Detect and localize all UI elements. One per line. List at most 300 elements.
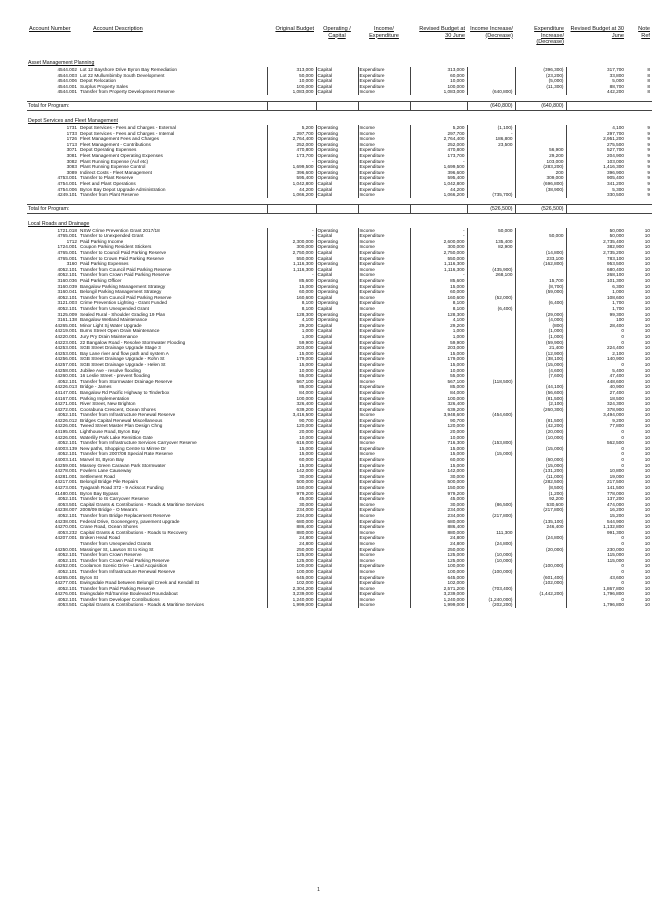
cell-account-description: Transfer from Developer Contributions xyxy=(80,596,160,602)
cell-revised-budget: 448,600 xyxy=(566,379,626,385)
cell-revised-budget: 2,735,400 xyxy=(566,239,626,245)
cell-revised-budget-30june: 1,000 xyxy=(410,328,467,334)
cell-original-budget: 125,000 xyxy=(267,552,316,558)
cell-operating-capital: Capital xyxy=(316,547,358,553)
cell-revised-budget: 141,500 xyxy=(566,485,626,491)
cell-expenditure-increase: (6,400) xyxy=(515,300,566,306)
cell-revised-budget-30june: 300,000 xyxy=(410,244,467,250)
cell-account-number: 4544.003 xyxy=(57,72,77,78)
cell-original-budget: 55,000 xyxy=(267,373,316,379)
cell-original-budget: 50,000 xyxy=(267,73,316,79)
cell-income-expenditure: Income xyxy=(358,558,410,564)
cell-revised-budget-30june: 60,000 xyxy=(410,289,467,295)
cell-account-description: Fleet Management Fees and Charges xyxy=(80,136,159,142)
total-empty-cell xyxy=(410,204,467,213)
cell-account-number: 4052.101 xyxy=(57,440,77,446)
cell-account-description: 16 Leslie Street - prevent flooding xyxy=(80,373,151,379)
cell-income-increase: (100,000) xyxy=(467,569,515,575)
section-title-row xyxy=(27,117,652,125)
cell-account-number: 44219.001 xyxy=(54,328,77,334)
cell-revised-budget-30june: 2,764,400 xyxy=(410,136,467,142)
cell-income-expenditure: Expenditure xyxy=(358,328,410,334)
cell-revised-budget: 0 xyxy=(566,535,626,541)
cell-note-ref: 9 xyxy=(647,158,650,164)
cell-revised-budget-30june: 396,600 xyxy=(410,170,467,176)
cell-expenditure-increase: (8,700) xyxy=(515,284,566,290)
cell-revised-budget: 27,400 xyxy=(566,390,626,396)
cell-account-description: Transfer from Stormwater Drainage Reserve xyxy=(80,378,173,384)
cell-account-description: Capital Grants & Contributions - Roads & Maritime Services xyxy=(80,501,205,507)
cell-account-description: Transfer from Council Paid Parking Reserve xyxy=(80,266,172,272)
cell-account-description: Bridges Capital Renewal Miscellaneous xyxy=(80,417,163,423)
cell-income-expenditure: Income xyxy=(358,89,410,95)
cell-original-budget: 5,200 xyxy=(267,125,316,131)
cell-income-increase: (52,000) xyxy=(467,295,515,301)
cell-account-description: Transfer from Infrastructure Renewal Reserve xyxy=(80,412,176,418)
cell-note-ref: 10 xyxy=(644,345,650,351)
cell-note-ref: 10 xyxy=(644,473,650,479)
cell-account-description: Bangalow Wetland Maintenance xyxy=(80,317,148,323)
table-row xyxy=(27,602,652,608)
cell-account-number: 44270.001 xyxy=(54,524,77,530)
cell-revised-budget-30june: 100,000 xyxy=(410,569,467,575)
cell-account-description: Fleet Management - Contributions xyxy=(80,141,151,147)
cell-expenditure-increase: 50,000 xyxy=(515,233,566,239)
cell-revised-budget-30june: 1,083,000 xyxy=(410,89,467,95)
cell-account-number: 3089 xyxy=(66,169,77,175)
cell-income-expenditure: Expenditure xyxy=(358,175,410,181)
cell-revised-budget-30june: 1,066,200 xyxy=(410,192,467,198)
cell-account-number: 4765.001 xyxy=(57,255,77,261)
cell-account-number: 4052.101 xyxy=(57,451,77,457)
cell-expenditure-increase: (38,900) xyxy=(515,187,566,193)
cell-account-number: 44281.001 xyxy=(54,473,77,479)
cell-operating-capital: Capital xyxy=(316,569,358,575)
cell-account-number: 4765.001 xyxy=(57,250,77,256)
cell-account-description: Transfer from 2007/08 Special Rate Reserve xyxy=(80,451,173,457)
cell-revised-budget-30june: 100,000 xyxy=(410,396,467,402)
budget-table xyxy=(27,26,652,608)
cell-account-description: Depot Relocation xyxy=(80,78,116,84)
cell-revised-budget: 40,900 xyxy=(566,384,626,390)
cell-note-ref: 9 xyxy=(647,147,650,153)
cell-operating-capital: Capital xyxy=(316,496,358,502)
cell-operating-capital: Operating xyxy=(316,125,358,131)
cell-income-expenditure: Expenditure xyxy=(358,261,410,267)
cell-expenditure-increase: (12,900) xyxy=(515,351,566,357)
cell-expenditure-increase: (1,200) xyxy=(515,491,566,497)
cell-revised-budget-30june: 15,000 xyxy=(410,362,467,368)
cell-note-ref: 9 xyxy=(647,175,650,181)
cell-revised-budget: 19,000 xyxy=(566,474,626,480)
cell-original-budget: 1,000 xyxy=(267,328,316,334)
cell-account-description: Transfer from Infrastructure Services Carryover Reserve xyxy=(80,440,197,446)
cell-account-description: 22 Bangalow Road - Resolve Stormwater Flooding xyxy=(80,339,186,345)
cell-revised-budget-30june: 142,000 xyxy=(410,468,467,474)
cell-note-ref: 10 xyxy=(644,233,650,239)
cell-income-expenditure: Income xyxy=(358,306,410,312)
cell-account-number: 4052.101 xyxy=(57,557,77,563)
cell-note-ref: 10 xyxy=(644,350,650,356)
total-empty-cell xyxy=(410,101,467,110)
cell-income-expenditure: Expenditure xyxy=(358,334,410,340)
cell-operating-capital: Operating xyxy=(316,170,358,176)
total-income-increase: (640,800) xyxy=(467,101,515,110)
cell-income-increase: 135,400 xyxy=(467,239,515,245)
cell-account-number: 4053.232 xyxy=(57,529,77,535)
cell-original-budget: 680,000 xyxy=(267,519,316,525)
cell-income-increase: (153,800) xyxy=(467,440,515,446)
cell-operating-capital: Capital xyxy=(316,474,358,480)
cell-account-description: River Street, New Brighton xyxy=(80,401,136,407)
cell-revised-budget-30june: 979,200 xyxy=(410,491,467,497)
cell-note-ref: 10 xyxy=(644,501,650,507)
cell-account-description: Ewingsdale Rd/Sunrise Boulevard Roundabout xyxy=(80,591,178,597)
cell-account-description: Crane Road, Ocean Shores xyxy=(80,524,138,530)
cell-note-ref: 10 xyxy=(644,378,650,384)
cell-account-description: Plant Running Expense Control xyxy=(80,164,146,170)
cell-note-ref: 10 xyxy=(644,361,650,367)
cell-account-number: 3160.036 xyxy=(57,278,77,284)
cell-income-expenditure: Expenditure xyxy=(358,496,410,502)
cell-operating-capital: Capital xyxy=(316,502,358,508)
cell-income-increase: (1,240,000) xyxy=(467,597,515,603)
cell-expenditure-increase: (135,100) xyxy=(515,519,566,525)
cell-account-number: 3082 xyxy=(66,158,77,164)
cell-original-budget: 100,000 xyxy=(267,84,316,90)
cell-operating-capital: Operating xyxy=(316,142,358,148)
cell-revised-budget-30june: 234,000 xyxy=(410,513,467,519)
cell-account-description: 2008/09 Bridge - O Meara's xyxy=(80,507,138,513)
cell-income-expenditure: Expenditure xyxy=(358,250,410,256)
cell-operating-capital: Capital xyxy=(316,390,358,396)
cell-revised-budget-30june: 8,100 xyxy=(410,306,467,312)
section-title-row xyxy=(27,59,652,67)
cell-revised-budget: 2,100 xyxy=(566,351,626,357)
cell-account-description: Crime Prevention Lighting - Grant Funded xyxy=(80,300,168,306)
cell-revised-budget-30june: 1,116,300 xyxy=(410,261,467,267)
cell-revised-budget-30june: 5,200 xyxy=(410,125,467,131)
cell-account-number: 4052.101 xyxy=(57,266,77,272)
cell-original-budget: 639,200 xyxy=(267,407,316,413)
cell-note-ref: 9 xyxy=(647,186,650,192)
cell-original-budget: 44,200 xyxy=(267,187,316,193)
cell-income-expenditure: Expenditure xyxy=(358,591,410,597)
cell-income-increase: (435,900) xyxy=(467,267,515,273)
cell-revised-budget-30june: 29,200 xyxy=(410,323,467,329)
page-number: 1 xyxy=(317,887,320,893)
cell-revised-budget-30june: 125,000 xyxy=(410,558,467,564)
cell-income-expenditure: Expenditure xyxy=(358,159,410,165)
cell-operating-capital: Capital xyxy=(316,379,358,385)
cell-revised-budget: 1,867,800 xyxy=(566,586,626,592)
cell-revised-budget: 6,300 xyxy=(566,284,626,290)
cell-account-number: 44167.001 xyxy=(54,395,77,401)
cell-income-expenditure: Expenditure xyxy=(358,256,410,262)
cell-income-expenditure: Expenditure xyxy=(358,356,410,362)
cell-income-increase: (6,400) xyxy=(467,306,515,312)
total-expenditure-increase: (526,500) xyxy=(515,204,566,213)
cell-revised-budget-30june: 59,900 xyxy=(410,340,467,346)
cell-expenditure-increase: (59,000) xyxy=(515,289,566,295)
cell-note-ref: 9 xyxy=(647,169,650,175)
cell-revised-budget: 0 xyxy=(566,328,626,334)
cell-revised-budget-30june: 15,000 xyxy=(410,463,467,469)
cell-revised-budget: 50,000 xyxy=(566,228,626,234)
cell-note-ref: 10 xyxy=(644,429,650,435)
cell-income-expenditure: Expenditure xyxy=(358,289,410,295)
cell-original-budget: 29,200 xyxy=(267,323,316,329)
cell-account-description: Fleet and Plant Operations xyxy=(80,180,136,186)
cell-operating-capital: Capital xyxy=(316,256,358,262)
cell-account-number: 44276.001 xyxy=(54,591,77,597)
cell-note-ref: 10 xyxy=(644,529,650,535)
cell-account-description: Capital Grants & Contributions - Roads & Maritime Services xyxy=(80,602,205,608)
cell-income-expenditure: Expenditure xyxy=(358,435,410,441)
cell-income-expenditure: Expenditure xyxy=(358,580,410,586)
cell-account-number: 1733 xyxy=(66,130,77,136)
cell-account-description: Paid Parking Income xyxy=(80,238,124,244)
cell-account-description: Transfer from Unexpended Grants xyxy=(80,540,152,546)
cell-account-description: Transfer from Paid Parking Reserve xyxy=(80,585,155,591)
cell-operating-capital: Operating xyxy=(316,147,358,153)
cell-account-number: 44257.001 xyxy=(54,361,77,367)
cell-revised-budget-30june: 1,000 xyxy=(410,334,467,340)
cell-revised-budget: 0 xyxy=(566,563,626,569)
cell-revised-budget: 77,800 xyxy=(566,423,626,429)
cell-expenditure-increase: 29,200 xyxy=(515,153,566,159)
cell-revised-budget-30june: 30,000 xyxy=(410,502,467,508)
cell-original-budget: 1,240,000 xyxy=(267,597,316,603)
cell-operating-capital: Capital xyxy=(316,334,358,340)
cell-operating-capital: Capital xyxy=(316,373,358,379)
cell-income-expenditure: Expenditure xyxy=(358,446,410,452)
cell-account-description: Bangalow Rd Pacific Highway to Tinderbox xyxy=(80,389,170,395)
cell-revised-budget: 50,000 xyxy=(566,233,626,239)
cell-note-ref: 8 xyxy=(647,72,650,78)
cell-revised-budget: 140,900 xyxy=(566,356,626,362)
cell-original-budget: 1,999,000 xyxy=(267,602,316,608)
cell-expenditure-increase: (23,200) xyxy=(515,73,566,79)
header-operating-capital: Operating / Capital xyxy=(323,26,351,39)
cell-note-ref: 10 xyxy=(644,524,650,530)
cell-account-number: 3125.009 xyxy=(57,311,77,317)
cell-operating-capital: Capital xyxy=(316,513,358,519)
cell-revised-budget-30june: 886,400 xyxy=(410,524,467,530)
cell-expenditure-increase: (11,300) xyxy=(515,84,566,90)
cell-revised-budget: 905,400 xyxy=(566,175,626,181)
cell-revised-budget: 9,200 xyxy=(566,418,626,424)
cell-revised-budget: 341,200 xyxy=(566,181,626,187)
cell-revised-budget-30june: - xyxy=(410,272,467,278)
cell-original-budget: 979,200 xyxy=(267,491,316,497)
program-total-row xyxy=(27,101,652,110)
cell-revised-budget: 330,500 xyxy=(566,192,626,198)
cell-income-expenditure: Expenditure xyxy=(358,373,410,379)
cell-revised-budget: 396,900 xyxy=(566,170,626,176)
cell-note-ref: 8 xyxy=(647,83,650,89)
cell-operating-capital: Operating xyxy=(316,136,358,142)
cell-revised-budget: 18,500 xyxy=(566,396,626,402)
cell-expenditure-increase: (1,000) xyxy=(515,328,566,334)
cell-note-ref: 10 xyxy=(644,367,650,373)
cell-income-expenditure: Expenditure xyxy=(358,340,410,346)
cell-revised-budget-30june: 8,100 xyxy=(410,300,467,306)
cell-account-number: 44258.001 xyxy=(54,367,77,373)
cell-original-budget: 2,300,000 xyxy=(267,239,316,245)
cell-revised-budget-30june: 880,000 xyxy=(410,530,467,536)
cell-income-expenditure: Income xyxy=(358,569,410,575)
cell-account-number: 44278.001 xyxy=(54,468,77,474)
cell-operating-capital: Capital xyxy=(316,440,358,446)
cell-expenditure-increase: (38,100) xyxy=(515,356,566,362)
cell-account-number: 44217.001 xyxy=(54,479,77,485)
cell-revised-budget: 1,796,800 xyxy=(566,602,626,608)
cell-original-budget: 142,000 xyxy=(267,468,316,474)
cell-note-ref: 9 xyxy=(647,152,650,158)
cell-note-ref: 10 xyxy=(644,417,650,423)
total-empty-cell xyxy=(316,204,358,213)
cell-operating-capital: Capital xyxy=(316,479,358,485)
cell-operating-capital: Operating xyxy=(316,164,358,170)
cell-original-budget: 85,000 xyxy=(267,384,316,390)
header-expenditure-increase: Expenditure Increase/ (Decrease) xyxy=(534,26,564,46)
cell-account-number: 44238.001 xyxy=(54,518,77,524)
cell-account-number: 4053.501 xyxy=(57,501,77,507)
cell-revised-budget: 2,735,200 xyxy=(566,250,626,256)
cell-note-ref: 10 xyxy=(644,250,650,256)
cell-account-number: 44207.001 xyxy=(54,535,77,541)
cell-expenditure-increase: (260,300) xyxy=(515,407,566,413)
cell-account-number: 44195.001 xyxy=(54,429,77,435)
cell-note-ref: 10 xyxy=(644,423,650,429)
cell-note-ref: 10 xyxy=(644,580,650,586)
cell-revised-budget-30june: 1,240,000 xyxy=(410,597,467,603)
cell-account-number: 4754.001 xyxy=(57,180,77,186)
cell-revised-budget: 0 xyxy=(566,334,626,340)
cell-revised-budget-30june: 2,571,200 xyxy=(410,586,467,592)
cell-original-budget: 1,042,800 xyxy=(267,181,316,187)
cell-revised-budget: 1,700 xyxy=(566,300,626,306)
cell-expenditure-increase: (10,000) xyxy=(515,435,566,441)
cell-revised-budget: 15,200 xyxy=(566,513,626,519)
cell-operating-capital: Operating xyxy=(316,289,358,295)
cell-note-ref: 10 xyxy=(644,261,650,267)
cell-income-expenditure: Expenditure xyxy=(358,351,410,357)
cell-operating-capital: Capital xyxy=(316,519,358,525)
cell-note-ref: 10 xyxy=(644,384,650,390)
cell-operating-capital: Capital xyxy=(316,552,358,558)
cell-account-number: 3161.138 xyxy=(57,317,77,323)
cell-note-ref: 10 xyxy=(644,272,650,278)
cell-revised-budget: 324,300 xyxy=(566,401,626,407)
cell-revised-budget: 783,100 xyxy=(566,256,626,262)
cell-revised-budget-30june: 102,000 xyxy=(410,580,467,586)
cell-income-expenditure: Expenditure xyxy=(358,396,410,402)
cell-revised-budget: 204,900 xyxy=(566,153,626,159)
cell-account-description: Burns Street Open Drain Maintenance xyxy=(80,328,160,334)
cell-income-expenditure: Income xyxy=(358,597,410,603)
cell-revised-budget: 778,000 xyxy=(566,491,626,497)
total-empty-cell xyxy=(566,204,626,213)
cell-income-expenditure: Expenditure xyxy=(358,73,410,79)
cell-income-increase: (1,100) xyxy=(467,125,515,131)
cell-expenditure-increase: (100,000) xyxy=(515,563,566,569)
cell-revised-budget-30june: 173,700 xyxy=(410,153,467,159)
cell-operating-capital: Capital xyxy=(316,368,358,374)
cell-expenditure-increase: 21,400 xyxy=(515,345,566,351)
cell-original-budget: 550,000 xyxy=(267,256,316,262)
cell-operating-capital: Capital xyxy=(316,192,358,198)
cell-revised-budget-30june: 84,000 xyxy=(410,390,467,396)
cell-original-budget: 250,000 xyxy=(267,547,316,553)
cell-operating-capital: Capital xyxy=(316,602,358,608)
cell-account-description: Belongil Parking Management Strategy xyxy=(80,289,162,295)
cell-expenditure-increase: (800) xyxy=(515,323,566,329)
cell-note-ref: 10 xyxy=(644,451,650,457)
cell-revised-budget-30june: 120,000 xyxy=(410,423,467,429)
cell-operating-capital: Capital xyxy=(316,451,358,457)
cell-operating-capital: Capital xyxy=(316,384,358,390)
cell-expenditure-increase: 92,200 xyxy=(515,496,566,502)
cell-revised-budget-30june: 100,000 xyxy=(410,563,467,569)
cell-account-description: SGB Street Drainage Upgrade - Helen St xyxy=(80,361,166,367)
cell-operating-capital: Capital xyxy=(316,530,358,536)
cell-original-budget: 567,100 xyxy=(267,379,316,385)
cell-income-expenditure: Expenditure xyxy=(358,164,410,170)
cell-income-expenditure: Income xyxy=(358,228,410,234)
cell-expenditure-increase: (81,500) xyxy=(515,396,566,402)
cell-income-expenditure: Expenditure xyxy=(358,278,410,284)
cell-operating-capital: Capital xyxy=(316,362,358,368)
cell-original-budget: 160,600 xyxy=(267,295,316,301)
cell-income-increase: (15,000) xyxy=(467,451,515,457)
total-label: Total for Program: xyxy=(27,101,267,110)
cell-note-ref: 10 xyxy=(644,563,650,569)
cell-income-expenditure: Expenditure xyxy=(358,170,410,176)
cell-income-expenditure: Expenditure xyxy=(358,547,410,553)
cell-revised-budget-30june: 3,948,600 xyxy=(410,412,467,418)
cell-original-budget: 1,066,200 xyxy=(267,192,316,198)
cell-operating-capital: Capital xyxy=(316,78,358,84)
cell-income-expenditure: Expenditure xyxy=(358,468,410,474)
cell-revised-budget: 4,100 xyxy=(566,125,626,131)
cell-account-number: 4544.001 xyxy=(57,89,77,95)
cell-original-budget: 150,000 xyxy=(267,485,316,491)
cell-original-budget: 30,000 xyxy=(267,474,316,480)
cell-operating-capital: Capital xyxy=(316,306,358,312)
cell-revised-budget: 43,600 xyxy=(566,575,626,581)
cell-revised-budget: 317,700 xyxy=(566,67,626,73)
cell-income-expenditure: Expenditure xyxy=(358,312,410,318)
cell-revised-budget: 33,800 xyxy=(566,73,626,79)
cell-operating-capital: Operating xyxy=(316,278,358,284)
cell-original-budget: 10,000 xyxy=(267,78,316,84)
cell-operating-capital: Capital xyxy=(316,491,358,497)
cell-note-ref: 9 xyxy=(647,124,650,130)
cell-operating-capital: Capital xyxy=(316,267,358,273)
cell-operating-capital: Capital xyxy=(316,356,358,362)
cell-income-increase: (10,000) xyxy=(467,552,515,558)
cell-expenditure-increase: (601,400) xyxy=(515,575,566,581)
cell-account-description: Capital Grants & Contributions - Roads to Recovery xyxy=(80,529,188,535)
cell-account-description: Ewingsdale Road between Belongil Creek and Kendall St xyxy=(80,580,200,586)
cell-expenditure-increase: (24,800) xyxy=(515,535,566,541)
cell-revised-budget-30june: 24,800 xyxy=(410,541,467,547)
cell-revised-budget: 1,000 xyxy=(566,289,626,295)
cell-account-number: 44262.001 xyxy=(54,563,77,569)
cell-note-ref: 10 xyxy=(644,434,650,440)
